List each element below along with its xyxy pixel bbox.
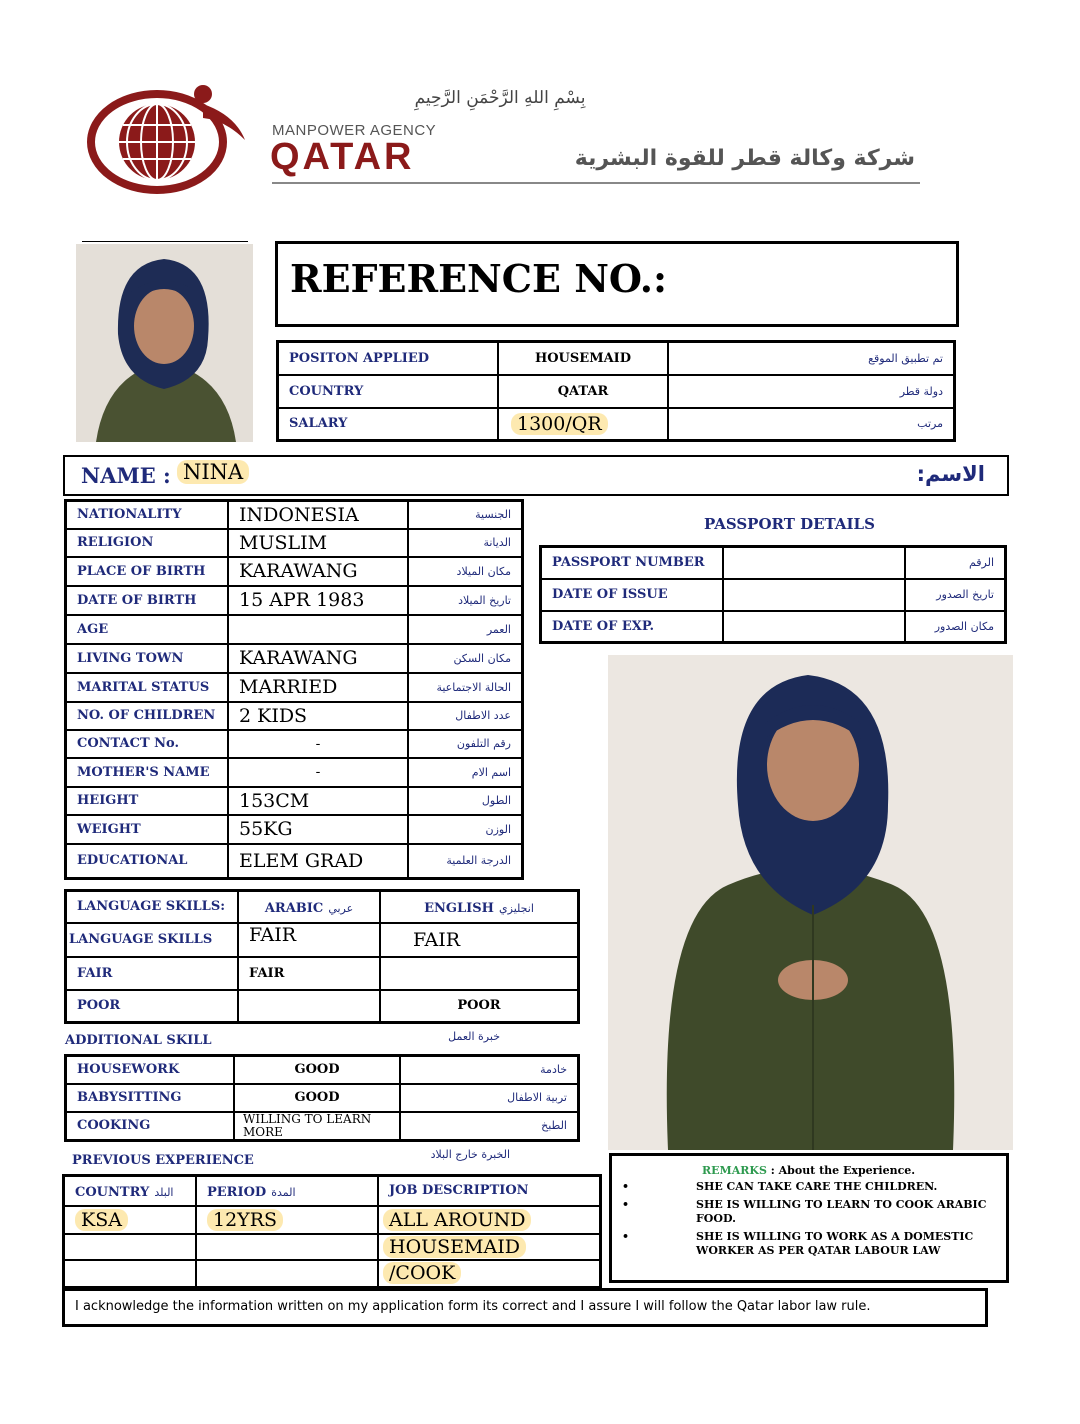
personal-field-arabic: اسم الام [408,758,523,787]
skill-arabic: تربية الاطفال [400,1084,579,1112]
personal-row [66,529,523,557]
arabic-level-value [238,990,380,1023]
bullet-icon: • [622,1180,630,1193]
acknowledgement-box [62,1288,988,1327]
arabic-language-label: ARABIC [264,901,324,917]
bullet-icon: • [622,1230,630,1243]
additional-skill-table [64,1054,580,1142]
bullet-icon: • [622,1198,630,1211]
personal-field-value: 153CM [228,787,408,815]
name-bar [63,455,1009,496]
experience-header-row [64,1176,601,1206]
personal-row [66,702,523,730]
remark-item [622,1198,998,1226]
arabic-level-value: FAIR [238,957,380,990]
personal-field-value: MUSLIM [228,529,408,557]
english-language-arabic: انجليزي [499,902,534,916]
agency-name-arabic: شركة وكالة قطر للقوة البشرية [574,146,915,171]
personal-field-value: 2 KIDS [228,702,408,730]
country-row [278,375,955,408]
personal-field-value: 15 APR 1983 [228,586,408,615]
country-arabic: دولة قطر [668,375,955,408]
experience-period: 12YRS [207,1209,283,1231]
remark-text: SHE CAN TAKE CARE THE CHILDREN. [696,1180,938,1193]
skill-arabic: الطبخ [400,1112,579,1141]
bismillah-calligraphy: بِسْمِ اللهِ الرَّحْمَنِ الرَّحِيمِ [414,88,586,108]
skill-row [66,1112,579,1141]
agency-name-line2: QATAR [270,136,415,178]
skill-label: COOKING [66,1112,235,1141]
applicant-full-body-photo [608,655,1013,1150]
language-row-label: LANGUAGE SKILLS [66,923,239,957]
personal-field-value: - [228,758,408,787]
remarks-title: REMARKS [702,1164,767,1177]
header-divider [272,182,920,184]
experience-job-line1: ALL AROUND [383,1209,531,1231]
remark-text: SHE IS WILLING TO LEARN TO COOK ARABIC FOOD. [696,1198,987,1225]
reference-box [275,241,959,327]
country-column-arabic: البلد [154,1186,174,1200]
personal-field-label: HEIGHT [66,787,229,815]
language-row-label: POOR [66,990,239,1023]
passport-row [541,611,1006,643]
skill-value: WILLING TO LEARN MORE [234,1112,400,1141]
passport-field-label: DATE OF EXP. [541,611,724,643]
applicant-portrait-photo [76,244,253,442]
personal-row [66,730,523,758]
passport-title: PASSPORT DETAILS [704,515,875,533]
country-label: COUNTRY [278,375,499,408]
personal-row [66,557,523,586]
english-level-value [380,957,579,990]
position-value: HOUSEMAID [498,342,668,375]
personal-field-label: DATE OF BIRTH [66,586,229,615]
passport-field-arabic: تاريخ الصدور [905,579,1006,611]
personal-field-arabic: مكان السكن [408,644,523,673]
personal-row [66,673,523,702]
position-arabic: تم تطبيق الموقع [668,342,955,375]
arabic-language-arabic: عربي [328,902,354,916]
personal-field-value: - [228,730,408,758]
personal-field-label: MOTHER'S NAME [66,758,229,787]
period-column-header: PERIOD [207,1185,267,1201]
job-column-header: JOB DESCRIPTION [378,1176,601,1206]
personal-row [66,844,523,879]
country-value: QATAR [498,375,668,408]
personal-field-label: NATIONALITY [66,501,229,529]
passport-table [539,545,1007,644]
position-label: POSITON APPLIED [278,342,499,375]
personal-field-arabic: الوزن [408,815,523,844]
personal-field-label: MARITAL STATUS [66,673,229,702]
skill-row [66,1056,579,1084]
passport-row [541,579,1006,611]
salary-value: 1300/QR [511,413,608,435]
remarks-heading [702,1164,915,1177]
previous-experience-title: PREVIOUS EXPERIENCE [72,1153,254,1168]
acknowledgement-text: I acknowledge the information written on my application form its correct and I assure I will follow the Qatar labor law rule. [75,1299,871,1314]
language-skills-table [64,889,580,1024]
personal-field-arabic: الدرجة العلمية [408,844,523,879]
personal-field-arabic: رقم التلفون [408,730,523,758]
name-label: NAME : [81,463,171,488]
personal-row [66,586,523,615]
remarks-list [622,1180,998,1262]
name-arabic: الاسم: [916,462,985,486]
passport-field-value [723,611,905,643]
personal-field-arabic: الديانة [408,529,523,557]
remarks-box [609,1153,1009,1283]
salary-row [278,408,955,441]
personal-field-label: PLACE OF BIRTH [66,557,229,586]
name-value: NINA [177,460,249,484]
position-table [276,340,956,442]
salary-label: SALARY [278,408,499,441]
personal-field-arabic: مكان الميلاد [408,557,523,586]
skill-arabic: خادمة [400,1056,579,1084]
period-column-arabic: المدة [271,1186,296,1200]
passport-field-label: DATE OF ISSUE [541,579,724,611]
language-row [66,990,579,1023]
english-level-value: POOR [380,990,579,1023]
passport-field-value [723,579,905,611]
passport-field-arabic: مكان الصدور [905,611,1006,643]
passport-field-arabic: الرقم [905,547,1006,579]
experience-job-line2: HOUSEMAID [383,1236,526,1258]
photo-top-rule [82,241,248,242]
personal-field-value [228,615,408,644]
experience-row [64,1206,601,1234]
agency-name-line1: MANPOWER AGENCY [272,122,437,139]
experience-row [64,1234,601,1260]
personal-field-arabic: تاريخ الميلاد [408,586,523,615]
personal-row [66,644,523,673]
personal-field-label: RELIGION [66,529,229,557]
reference-label: REFERENCE NO.: [290,256,668,301]
skill-label: HOUSEWORK [66,1056,235,1084]
skill-value: GOOD [234,1056,400,1084]
experience-row [64,1260,601,1288]
language-row [66,923,579,957]
personal-field-arabic: الجنسية [408,501,523,529]
personal-field-arabic: العمر [408,615,523,644]
english-skill-value: FAIR [380,923,579,957]
arabic-skill-value: FAIR [238,923,380,957]
language-header-row [66,891,579,923]
personal-field-arabic: الحالة الاجتماعية [408,673,523,702]
experience-country: KSA [75,1209,128,1231]
personal-field-value: INDONESIA [228,501,408,529]
personal-field-label: LIVING TOWN [66,644,229,673]
country-column-header: COUNTRY [75,1185,150,1201]
language-header-label: LANGUAGE SKILLS: [66,891,239,923]
additional-skill-title: ADDITIONAL SKILL [65,1033,212,1048]
remarks-title-suffix: : About the Experience. [770,1164,916,1177]
experience-job-line3: /COOK [383,1262,461,1284]
salary-arabic: مرتب [668,408,955,441]
agency-logo [85,80,255,200]
personal-row [66,615,523,644]
personal-field-value: ELEM GRAD [228,844,408,879]
passport-row [541,547,1006,579]
previous-experience-title-arabic: الخبرة خارج البلاد [430,1148,510,1161]
personal-field-arabic: عدد الاطفال [408,702,523,730]
english-language-label: ENGLISH [424,901,494,917]
personal-row [66,815,523,844]
skill-value: GOOD [234,1084,400,1112]
language-row [66,957,579,990]
personal-row [66,787,523,815]
additional-skill-title-arabic: خبرة العمل [448,1030,500,1043]
passport-field-value [723,547,905,579]
personal-row [66,501,523,529]
remark-text: SHE IS WILLING TO WORK AS A DOMESTIC WORKER AS PER QATAR LABOUR LAW [696,1230,974,1257]
language-row-label: FAIR [66,957,239,990]
personal-field-label: CONTACT No. [66,730,229,758]
personal-field-label: NO. OF CHILDREN [66,702,229,730]
passport-field-label: PASSPORT NUMBER [541,547,724,579]
personal-field-label: WEIGHT [66,815,229,844]
skill-label: BABYSITTING [66,1084,235,1112]
personal-field-value: KARAWANG [228,644,408,673]
personal-details-table [64,499,524,880]
personal-field-value: KARAWANG [228,557,408,586]
personal-field-label: EDUCATIONAL [66,844,229,879]
experience-table [62,1174,602,1289]
personal-field-value: MARRIED [228,673,408,702]
remark-item [622,1180,998,1194]
remark-item [622,1230,998,1258]
skill-row [66,1084,579,1112]
personal-field-value: 55KG [228,815,408,844]
personal-field-label: AGE [66,615,229,644]
position-row [278,342,955,375]
personal-field-arabic: الطول [408,787,523,815]
personal-row [66,758,523,787]
